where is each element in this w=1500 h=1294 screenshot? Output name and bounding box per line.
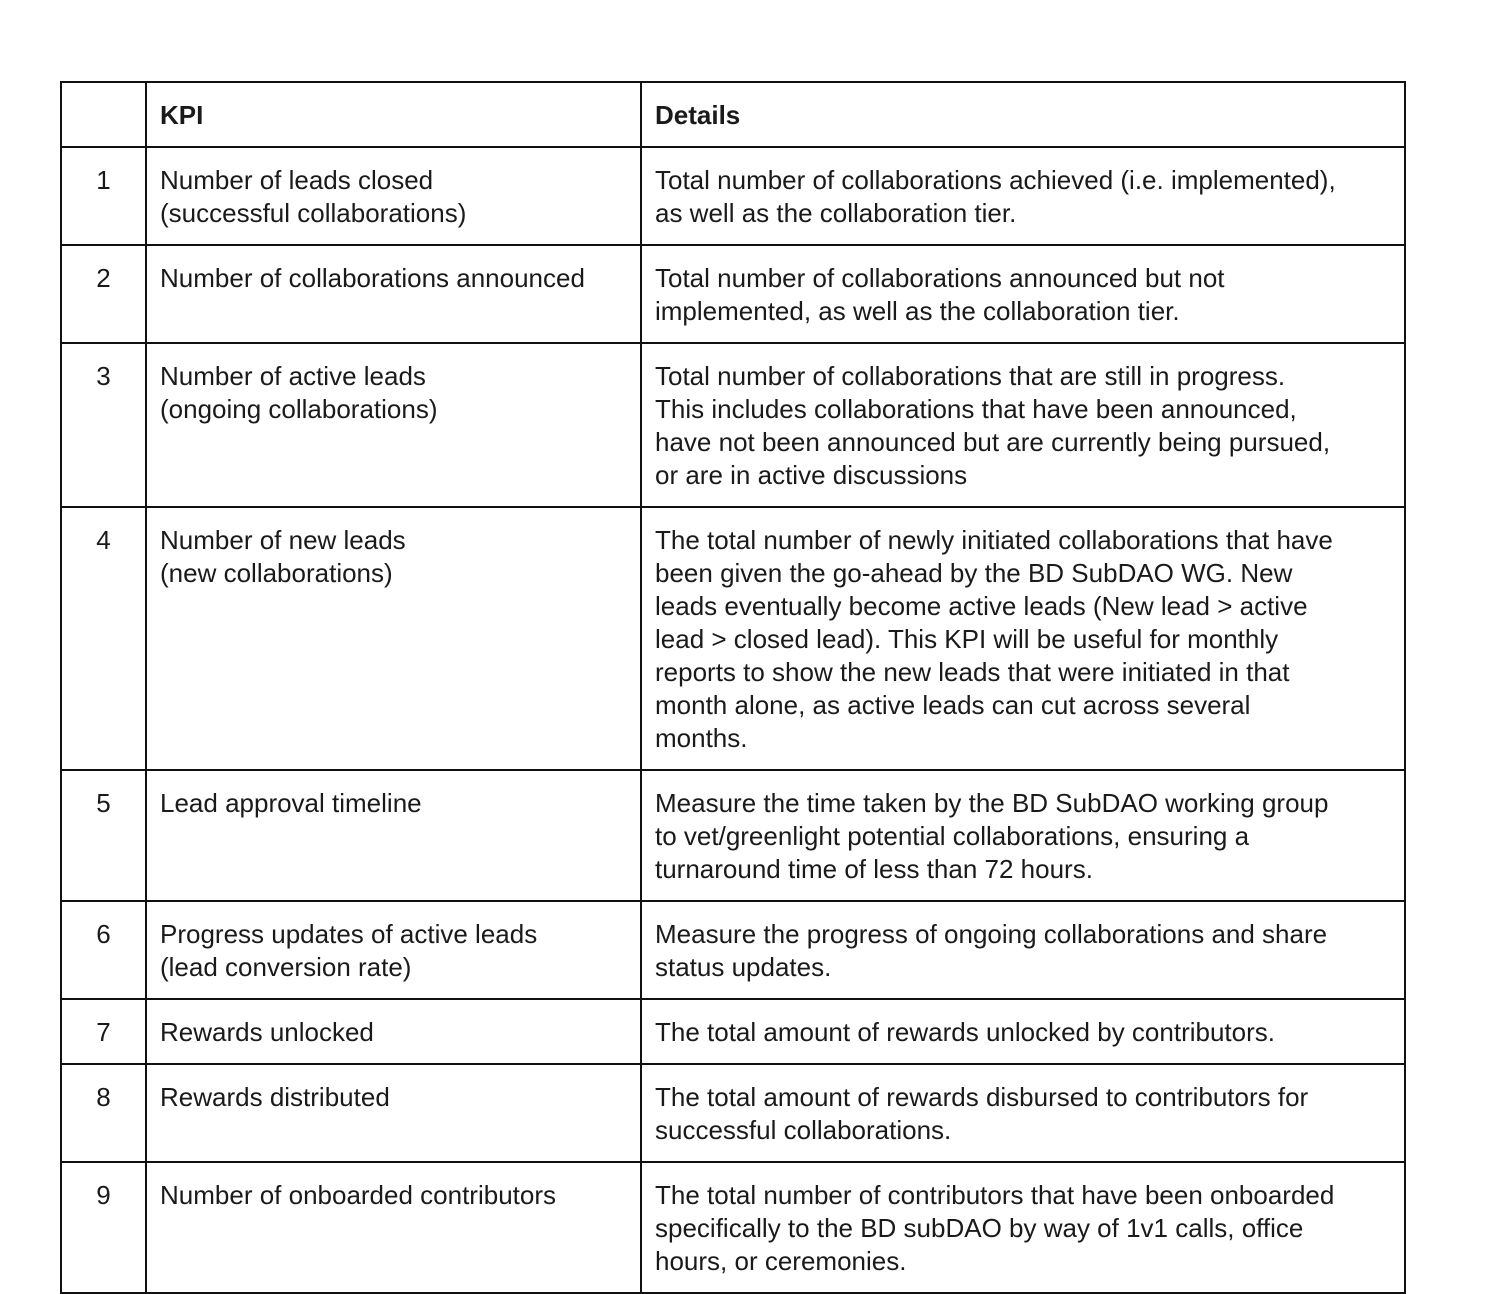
table-body xyxy=(61,147,1405,1293)
kpi-text-line: Progress updates of active leads xyxy=(160,919,538,949)
kpi-cell xyxy=(146,1064,641,1162)
row-number: 9 xyxy=(61,1162,146,1293)
row-number: 8 xyxy=(61,1064,146,1162)
details-text-line: Total number of collaborations that are still in progress. xyxy=(655,361,1286,391)
kpi-cell xyxy=(146,507,641,770)
details-text-line: The total number of contributors that have been onboarded xyxy=(655,1180,1335,1210)
table-header-row xyxy=(61,82,1405,147)
details-text-line: The total amount of rewards disbursed to contributors for xyxy=(655,1082,1309,1112)
table-row xyxy=(61,245,1405,343)
kpi-text-line: Number of collaborations announced xyxy=(160,263,585,293)
details-text-line: leads eventually become active leads (New lead > active xyxy=(655,591,1308,621)
details-text-line: hours, or ceremonies. xyxy=(655,1246,907,1276)
details-text-line: as well as the collaboration tier. xyxy=(655,198,1017,228)
kpi-cell xyxy=(146,901,641,999)
table-row xyxy=(61,999,1405,1064)
details-text-line: Measure the time taken by the BD SubDAO working group xyxy=(655,788,1329,818)
table-row xyxy=(61,1162,1405,1293)
details-text-line: specifically to the BD subDAO by way of 1v1 calls, office xyxy=(655,1213,1304,1243)
kpi-text-line: Number of onboarded contributors xyxy=(160,1180,557,1210)
details-cell xyxy=(641,1064,1405,1162)
table-row xyxy=(61,1064,1405,1162)
kpi-cell xyxy=(146,999,641,1064)
details-text-line: have not been announced but are currently being pursued, xyxy=(655,427,1331,457)
details-cell xyxy=(641,1162,1405,1293)
kpi-text-line: Number of leads closed xyxy=(160,165,434,195)
details-text-line: Measure the progress of ongoing collaborations and share xyxy=(655,919,1328,949)
details-text-line: months. xyxy=(655,723,748,753)
details-text-line: reports to show the new leads that were initiated in that xyxy=(655,657,1290,687)
kpi-cell xyxy=(146,1162,641,1293)
row-number: 5 xyxy=(61,770,146,901)
details-text-line: lead > closed lead). This KPI will be useful for monthly xyxy=(655,624,1279,654)
details-text-line: The total amount of rewards unlocked by contributors. xyxy=(655,1017,1275,1047)
details-text-line: Total number of collaborations announced but not xyxy=(655,263,1225,293)
details-cell xyxy=(641,770,1405,901)
kpi-text-line: Rewards unlocked xyxy=(160,1017,374,1047)
kpi-cell xyxy=(146,770,641,901)
details-cell xyxy=(641,507,1405,770)
kpi-text-line: Number of new leads xyxy=(160,525,406,555)
table-row xyxy=(61,770,1405,901)
table-row xyxy=(61,901,1405,999)
details-cell xyxy=(641,999,1405,1064)
kpi-text-line: (ongoing collaborations) xyxy=(160,394,438,424)
row-number: 2 xyxy=(61,245,146,343)
kpi-text-line: Rewards distributed xyxy=(160,1082,390,1112)
table-row xyxy=(61,147,1405,245)
row-number: 4 xyxy=(61,507,146,770)
details-text-line: to vet/greenlight potential collaborations, ensuring a xyxy=(655,821,1250,851)
details-text-line: implemented, as well as the collaboration tier. xyxy=(655,296,1180,326)
kpi-cell xyxy=(146,343,641,507)
table-row xyxy=(61,343,1405,507)
kpi-text-line: Lead approval timeline xyxy=(160,788,422,818)
kpi-table xyxy=(60,81,1406,1294)
details-text-line: status updates. xyxy=(655,952,832,982)
details-text-line: successful collaborations. xyxy=(655,1115,952,1145)
kpi-text-line: (successful collaborations) xyxy=(160,198,467,228)
column-header-number xyxy=(61,82,146,147)
details-text-line: This includes collaborations that have been announced, xyxy=(655,394,1297,424)
kpi-cell xyxy=(146,245,641,343)
details-text-line: The total number of newly initiated collaborations that have xyxy=(655,525,1333,555)
details-cell xyxy=(641,245,1405,343)
column-header-kpi: KPI xyxy=(146,82,641,147)
details-text-line: turnaround time of less than 72 hours. xyxy=(655,854,1093,884)
row-number: 7 xyxy=(61,999,146,1064)
kpi-text-line: Number of active leads xyxy=(160,361,426,391)
table-row xyxy=(61,507,1405,770)
details-text-line: Total number of collaborations achieved (i.e. implemented), xyxy=(655,165,1336,195)
row-number: 1 xyxy=(61,147,146,245)
details-text-line: month alone, as active leads can cut across several xyxy=(655,690,1251,720)
kpi-text-line: (new collaborations) xyxy=(160,558,393,588)
column-header-details: Details xyxy=(641,82,1405,147)
details-text-line: or are in active discussions xyxy=(655,460,968,490)
details-cell xyxy=(641,343,1405,507)
row-number: 3 xyxy=(61,343,146,507)
details-cell xyxy=(641,147,1405,245)
details-text-line: been given the go-ahead by the BD SubDAO WG. New xyxy=(655,558,1293,588)
kpi-cell xyxy=(146,147,641,245)
row-number: 6 xyxy=(61,901,146,999)
details-cell xyxy=(641,901,1405,999)
kpi-text-line: (lead conversion rate) xyxy=(160,952,412,982)
